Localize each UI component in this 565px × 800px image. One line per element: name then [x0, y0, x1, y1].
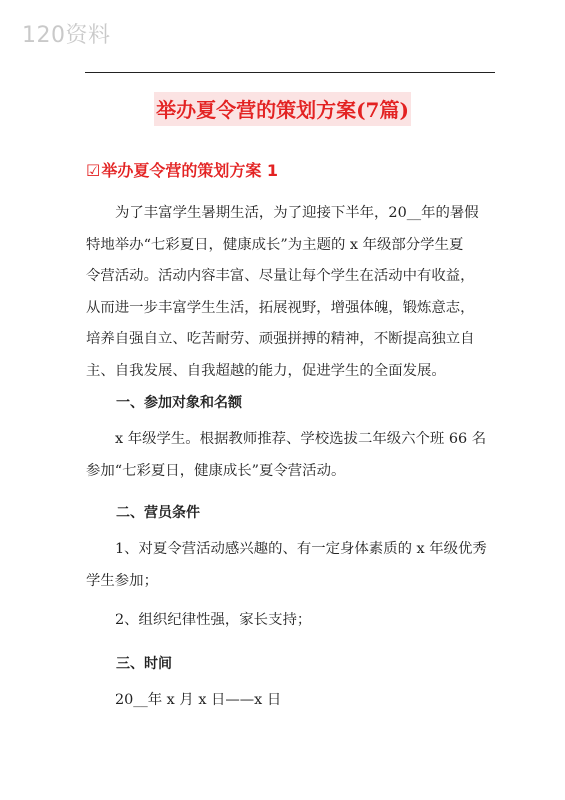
checkbox-icon: ☑ — [86, 161, 101, 180]
paragraph-line: 1、对夏令营活动感兴趣的、有一定身体素质的 x 年级优秀 — [115, 541, 487, 557]
document-title-text: 举办夏令营的策划方案(7篇) — [154, 92, 411, 126]
condition-1-paragraph — [86, 534, 496, 597]
paragraph-line: 令营活动。活动内容丰富、尽量让每个学生在活动中有收益， — [86, 268, 475, 285]
participants-paragraph — [86, 424, 496, 487]
intro-paragraph — [86, 198, 496, 388]
paragraph-line: 20__年 x 月 x 日——x 日 — [115, 692, 282, 708]
section-heading-text: 举办夏令营的策划方案 1 — [101, 161, 279, 180]
paragraph-line: 培养自强自立、吃苦耐劳、顽强拼搏的精神，不断提高独立自 — [86, 331, 475, 348]
heading-time: 三、时间 — [116, 656, 172, 672]
time-paragraph — [86, 685, 496, 717]
paragraph-line: 2、组织纪律性强，家长支持； — [115, 612, 312, 628]
paragraph-line: 从而进一步丰富学生生活，拓展视野，增强体魄，锻炼意志， — [86, 299, 475, 316]
document-title — [0, 92, 565, 126]
heading-conditions: 二、营员条件 — [116, 505, 200, 521]
paragraph-line: 主、自我发展、自我超越的能力，促进学生的全面发展。 — [86, 362, 446, 379]
watermark-logo-text: 120资料 — [22, 23, 111, 48]
section-heading — [86, 158, 278, 181]
heading-participants: 一、参加对象和名额 — [116, 395, 242, 411]
paragraph-line: x 年级学生。根据教师推荐、学校选拔二年级六个班 66 名 — [115, 431, 487, 447]
header-divider — [85, 72, 495, 73]
paragraph-line: 参加“七彩夏日，健康成长”夏令营活动。 — [86, 462, 346, 479]
paragraph-line: 学生参加； — [86, 572, 158, 589]
paragraph-line: 为了丰富学生暑期生活，为了迎接下半年，20__年的暑假 — [115, 205, 479, 221]
condition-2-paragraph — [86, 605, 496, 637]
paragraph-line: 特地举办“七彩夏日，健康成长”为主题的 x 年级部分学生夏 — [86, 236, 464, 253]
